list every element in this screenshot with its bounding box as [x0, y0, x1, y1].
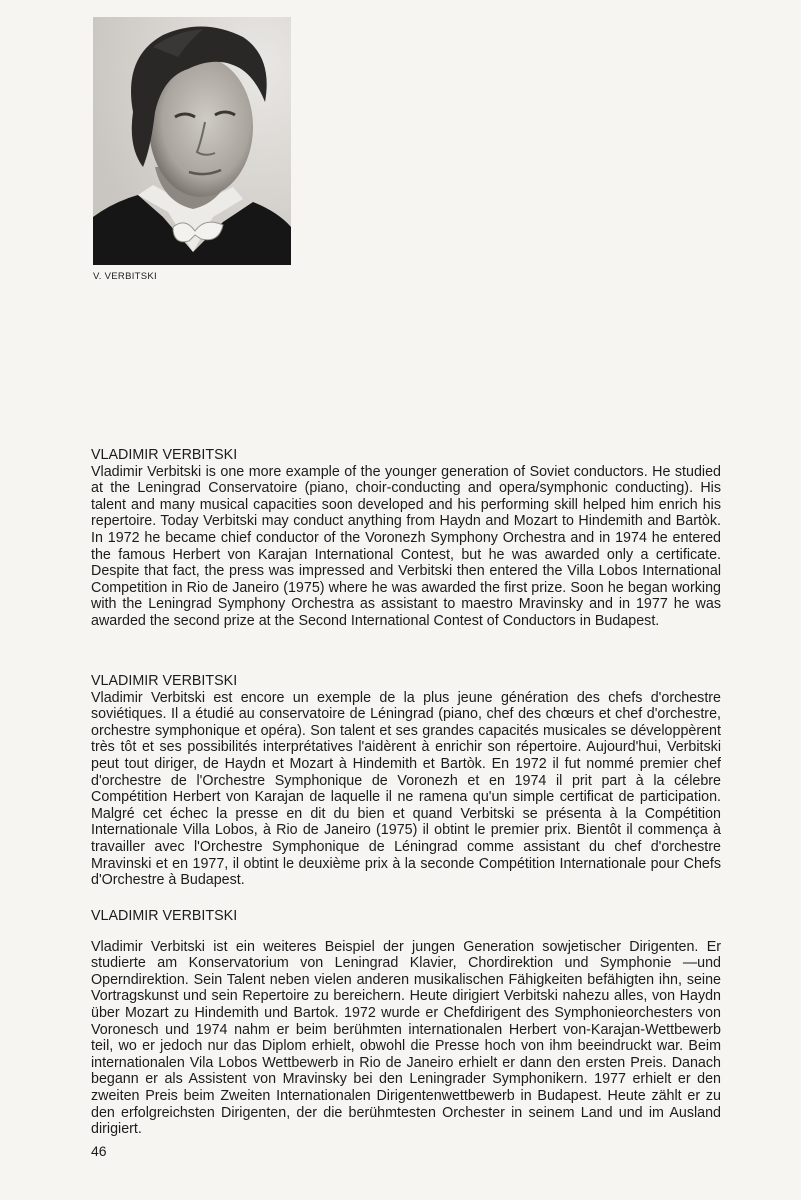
- section-body: Vladimir Verbitski is one more example of the younger generation of Soviet conductors. He studied at the Leningrad Conservatoire (piano, choir-conducting and opera/symphonic conducting). His talent and many musical capacities soon developed and his performing skill helped him enrich his repertoire. Today Verbitski may conduct anything from Haydn and Mozart to Hindemith and Bartòk. In 1972 he became chief conductor of the Voronezh Symphony Orchestra and in 1974 he entered the famous Herbert von Karajan International Contest, but he was awarded only a certificate. Despite that fact, the press was impressed and Verbitski then entered the Villa Lobos International Competition in Rio de Janeiro (1975) where he was awarded the first prize. Soon he began working with the Leningrad Symphony Orchestra as assistant to maestro Mravinsky and in 1977 he was awarded the second prize at the Second International Contest of Conductors in Budapest.: [91, 463, 721, 629]
- portrait-image: [93, 17, 291, 265]
- photo-caption: V. VERBITSKI: [93, 271, 157, 282]
- section-body: Vladimir Verbitski ist ein weiteres Beispiel der jungen Generation sowjetischer Dirigenten. Er studierte am Konservatorium von Leningrad Klavier, Chordirektion und Symphonie —und Operndirektion. Sein Talent neben vielen anderen musikalischen Fähigkeiten befähigten ihn, seine Vortragskunst und sein Repertoire zu bereichern. Heute dirigiert Verbitski nahezu alles, von Haydn über Mozart zu Hindemith und Bartok. 1972 wurde er Chefdirigent des Symphonieorchesters von Voronesch und 1974 nahm er beim berühmten internationalen Herbert von-Karajan-Wettbewerb teil, wo er jedoch nur das Diplom erhielt, obwohl die Presse hoch von ihm beeindruckt war. Beim internationalen Vila Lobos Wettbewerb in Rio de Janeiro erhielt er dann den ersten Preis. Danach begann er als Assistent von Mravinsky bei den Leningrader Symphonikern. 1977 erhielt er den zweiten Preis beim Zweiten Internationalen Dirigentenwettbewerb in Budapest. Heute zählt er zu den erfolgreichsten Dirigenten, der die berühmtesten Orchester in seinem Land und im Ausland dirigiert.: [91, 938, 721, 1138]
- biography-english: [91, 447, 721, 630]
- section-heading: VLADIMIR VERBITSKI: [91, 673, 238, 689]
- section-heading: VLADIMIR VERBITSKI: [91, 447, 238, 463]
- biography-french: [91, 673, 721, 889]
- section-body: Vladimir Verbitski est encore un exemple de la plus jeune génération des chefs d'orchestre soviétiques. Il a étudié au conservatoire de Léningrad (piano, chef des chœurs et chef d'orchestre, orchestre symphonique et opéra). Son talent et ses grandes capacités musicales se développèrent très tôt et ses possibilités interprétatives l'aidèrent à enrichir son répertoire. Aujourd'hui, Verbitski peut tout diriger, de Haydn et Mozart à Hindemith et Bartòk. En 1972 il fut nommé premier chef d'orchestre de l'Orchestre Symphonique de Voronezh et en 1974 il prit part à la célebre Compétition Herbert von Karajan de laquelle il ne ramena qu'un simple certificat de participation. Malgré cet échec la presse en dit du bien et quand Verbitski se présenta à la Compétition Internationale Villa Lobos, à Rio de Janeiro (1975) il obtint le premier prix. Bientôt il commença à travailler avec l'Orchestre Symphonique de Léningrad comme assistant du chef d'orchestre Mravinski et en 1977, il obtint le deuxième prix à la seconde Compétition Internationale pour Chefs d'Orchestre à Budapest.: [91, 689, 721, 889]
- page-number: 46: [91, 1143, 107, 1159]
- portrait-photo: [93, 17, 291, 265]
- section-heading: VLADIMIR VERBITSKI: [91, 908, 238, 924]
- biography-german: [91, 908, 721, 1138]
